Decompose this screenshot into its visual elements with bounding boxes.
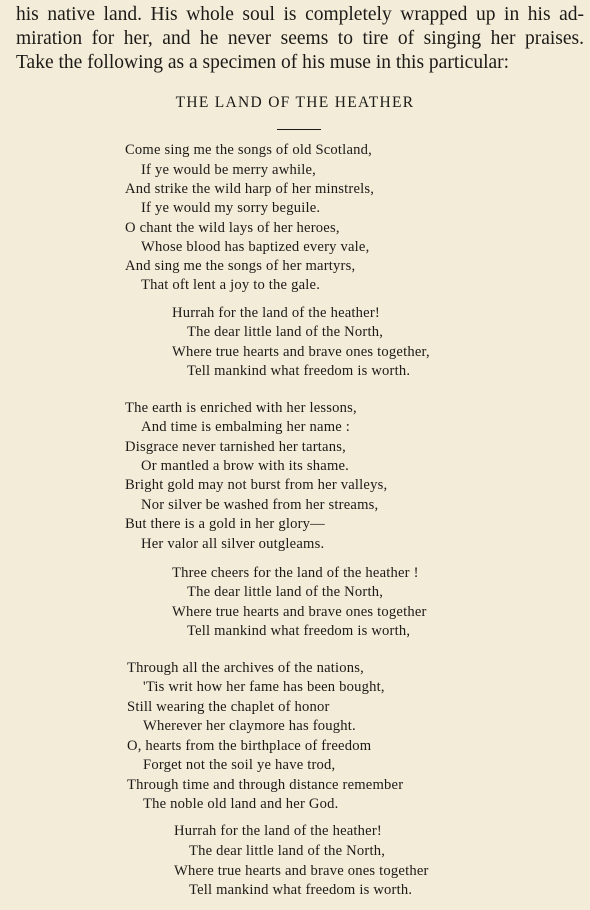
poem-line: Through all the archives of the nations, xyxy=(127,660,364,676)
poem-line: Through time and through distance remember xyxy=(127,777,404,793)
chorus-line: Hurrah for the land of the heather! xyxy=(174,823,382,839)
poem-line: Wherever her claymore has fought. xyxy=(143,718,356,734)
poem-line: But there is a gold in her glory— xyxy=(125,516,325,532)
chorus-line: Hurrah for the land of the heather! xyxy=(172,305,380,321)
poem-line: If ye would my sorry beguile. xyxy=(141,200,321,216)
poem-line: Forget not the soil ye have trod, xyxy=(143,757,336,773)
chorus-line: Three cheers for the land of the heather ! xyxy=(172,565,419,581)
chorus-line: Where true hearts and brave ones together xyxy=(174,863,429,879)
chorus-line: Where true hearts and brave ones together, xyxy=(172,344,430,360)
poem-line: Nor silver be washed from her streams, xyxy=(141,497,379,513)
poem-line: The earth is enriched with her lessons, xyxy=(125,400,357,416)
poem-line: Her valor all silver outgleams. xyxy=(141,536,325,552)
chorus-line: Tell mankind what freedom is worth. xyxy=(189,882,413,898)
title-rule xyxy=(277,129,321,130)
intro-line: Take the following as a specimen of his muse in this particular: xyxy=(16,52,510,73)
poem-line: That oft lent a joy to the gale. xyxy=(141,277,321,293)
chorus-line: Tell mankind what freedom is worth. xyxy=(187,363,411,379)
poem-line: If ye would be merry awhile, xyxy=(141,162,316,178)
poem-line: Disgrace never tarnished her tartans, xyxy=(125,439,346,455)
chorus-line: Where true hearts and brave ones together xyxy=(172,604,427,620)
chorus-line: Tell mankind what freedom is worth, xyxy=(187,623,411,639)
poem-line: O, hearts from the birthplace of freedom xyxy=(127,738,372,754)
poem-line: Come sing me the songs of old Scotland, xyxy=(125,142,372,158)
poem-line: Still wearing the chaplet of honor xyxy=(127,699,330,715)
poem-line: The noble old land and her God. xyxy=(143,796,339,812)
poem-line: Whose blood has baptized every vale, xyxy=(141,239,370,255)
poem-line: And strike the wild harp of her minstrels, xyxy=(125,181,375,197)
poem-title: THE LAND OF THE HEATHER xyxy=(175,94,415,111)
poem-line: Or mantled a brow with its shame. xyxy=(141,458,350,474)
chorus-line: The dear little land of the North, xyxy=(187,324,384,340)
poem-line: 'Tis writ how her fame has been bought, xyxy=(143,679,385,695)
intro-line: miration for her, and he never seems to tire of singing her praises. xyxy=(16,28,584,49)
poem-line: And sing me the songs of her martyrs, xyxy=(125,258,356,274)
poem-line: O chant the wild lays of her heroes, xyxy=(125,220,340,236)
chorus-line: The dear little land of the North, xyxy=(189,843,386,859)
intro-line: his native land. His whole soul is completely wrapped up in his ad- xyxy=(16,4,584,25)
poem-line: And time is embalming her name : xyxy=(141,419,351,435)
chorus-line: The dear little land of the North, xyxy=(187,584,384,600)
poem-line: Bright gold may not burst from her valleys, xyxy=(125,477,388,493)
intro-paragraph xyxy=(16,3,584,75)
